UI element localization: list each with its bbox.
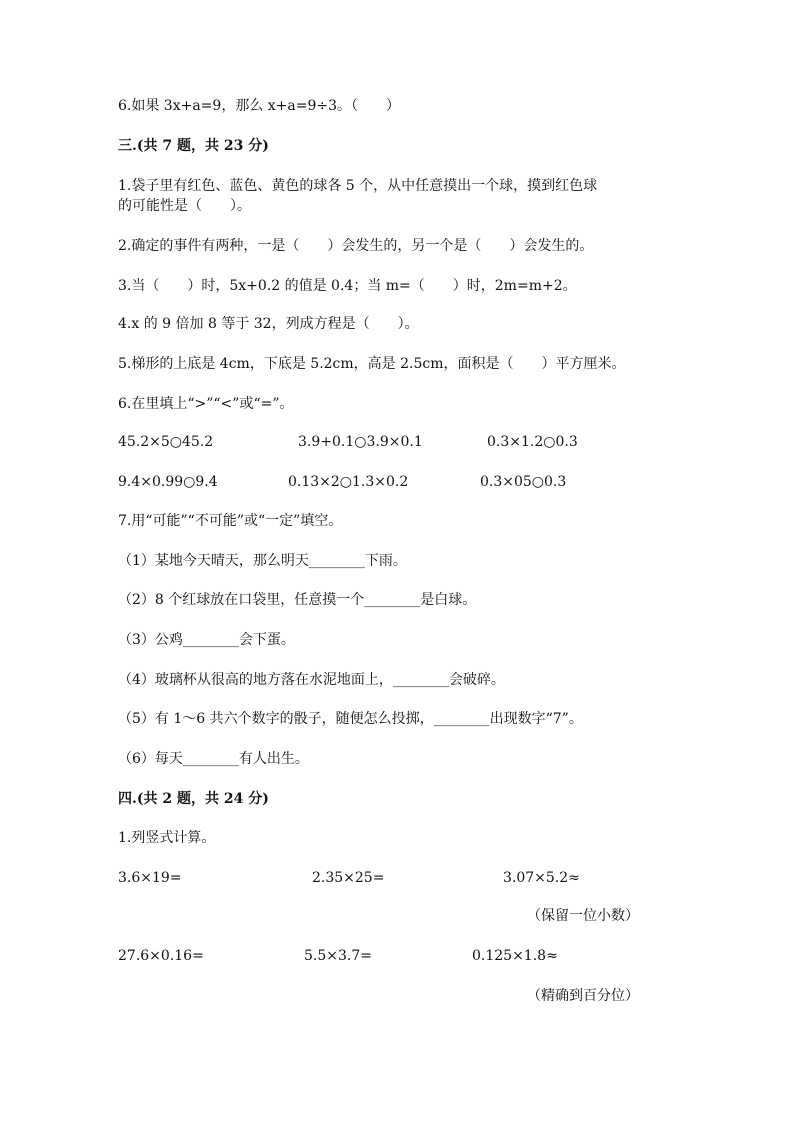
compare-r2-c1: 9.4×0.99○9.4 — [118, 474, 218, 490]
section-4-heading: 四.(共 2 题，共 24 分) — [118, 791, 269, 807]
s3-question-7-5: （5）有 1～6 共六个数字的骰子，随便怎么投掷，________出现数字“7”。 — [118, 711, 583, 727]
s3-question-7-1: （1）某地今天晴天，那么明天________下雨。 — [118, 553, 407, 569]
s3-question-1b: 的可能性是（ ）。 — [118, 198, 251, 214]
section-3-heading: 三.(共 7 题，共 23 分) — [118, 138, 269, 154]
calc-note-1: （保留一位小数） — [527, 908, 639, 924]
s3-question-3: 3.当（ ）时，5x+0.2 的值是 0.4；当 m=（ ）时，2m=m+2。 — [118, 278, 577, 294]
calc-r1-c1: 3.6×19= — [118, 870, 182, 886]
s3-question-1a: 1.袋子里有红色、蓝色、黄色的球各 5 个，从中任意摸出一个球，摸到红色球 — [118, 178, 598, 194]
calc-r1-c2: 2.35×25= — [312, 870, 385, 886]
calc-r2-c3: 0.125×1.8≈ — [472, 948, 558, 964]
calc-note-2: （精确到百分位） — [527, 988, 639, 1004]
compare-r1-c1: 45.2×5○45.2 — [118, 434, 214, 450]
compare-r2-c2: 0.13×2○1.3×0.2 — [288, 474, 409, 490]
s3-question-7-2: （2）8 个红球放在口袋里，任意摸一个________是白球。 — [118, 592, 477, 608]
s4-question-1: 1.列竖式计算。 — [118, 830, 216, 846]
s3-question-2: 2.确定的事件有两种，一是（ ）会发生的，另一个是（ ）会发生的。 — [118, 238, 594, 254]
compare-r1-c3: 0.3×1.2○0.3 — [487, 434, 578, 450]
s3-question-6: 6.在里填上“>”“<”或“=”。 — [118, 396, 294, 412]
s3-question-7-3: （3）公鸡________会下蛋。 — [118, 632, 295, 648]
calc-r2-c2: 5.5×3.7= — [304, 948, 372, 964]
calc-r2-c1: 27.6×0.16= — [118, 948, 204, 964]
compare-r2-c3: 0.3×05○0.3 — [480, 474, 567, 490]
compare-r1-c2: 3.9+0.1○3.9×0.1 — [298, 434, 423, 450]
s3-question-7-6: （6）每天________有人出生。 — [118, 751, 309, 767]
s3-question-7-4: （4）玻璃杯从很高的地方落在水泥地面上，________会破碎。 — [118, 672, 505, 688]
prev-question-6: 6.如果 3x+a=9，那么 x+a=9÷3。（ ） — [118, 98, 401, 114]
s3-question-7: 7.用“可能”“不可能”或“一定”填空。 — [118, 513, 343, 529]
s3-question-4: 4.x 的 9 倍加 8 等于 32，列成方程是（ ）。 — [118, 316, 419, 332]
calc-r1-c3: 3.07×5.2≈ — [503, 870, 580, 886]
s3-question-5: 5.梯形的上底是 4cm，下底是 5.2cm，高是 2.5cm，面积是（ ）平方厘米。 — [118, 356, 626, 372]
